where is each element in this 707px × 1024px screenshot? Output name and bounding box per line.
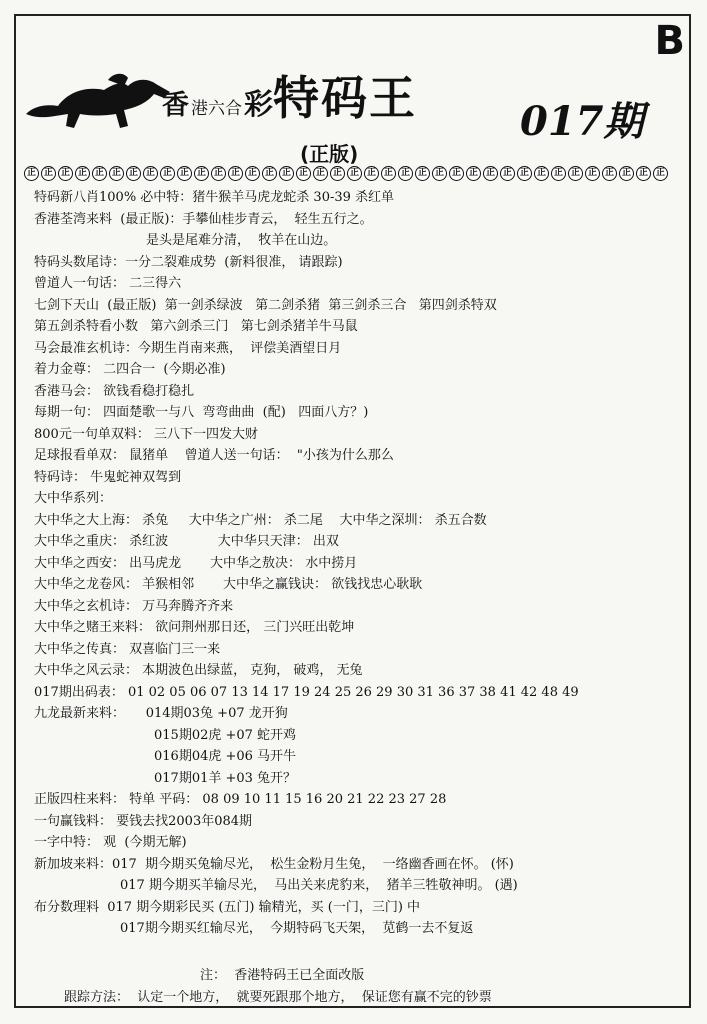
jiulong-label: 九龙最新来料： (34, 706, 126, 721)
seal-stamp: 正 (228, 166, 243, 181)
text-line: 布分数理料 017 期今期彩民买 (五门) 输精光，买 (一门，三门) 中 (34, 899, 421, 915)
seal-stamp: 正 (483, 166, 498, 181)
text-line: 正版四柱来料： 特单 平码： 08 09 10 11 15 16 20 21 22 23 27 28 (34, 792, 447, 807)
text-line: 017 期今期买羊输尽光， 马出关来虎豹来， 猪羊三牲敬神明。 (遇) (120, 878, 518, 893)
seal-stamp: 正 (381, 166, 396, 181)
text-line: 015期02虎 +07 蛇开鸡 (154, 727, 297, 743)
seal-stamp: 正 (636, 166, 651, 181)
text-line: 016期04虎 +06 马开牛 (154, 749, 297, 764)
text-line: 特码头数尾诗：一分二裂难成势 (新料很准， 请跟踪) (34, 254, 343, 270)
footer-note: 注： 香港特码王已全面改版 (200, 968, 365, 983)
seal-stamp: 正 (653, 166, 668, 181)
text-line: 特码诗： 牛鬼蛇神双驾到 (34, 469, 182, 485)
seal-stamp: 正 (568, 166, 583, 181)
text-line: 大中华之玄机诗： 万马奔腾齐齐来 (34, 598, 234, 614)
text-line: 大中华之龙卷风： 羊猴相邻 大中华之赢钱诀： 欲钱找忠心耿耿 (34, 577, 423, 592)
seal-stamp: 正 (143, 166, 158, 181)
seal-stamp: 正 (160, 166, 175, 181)
text-line: 曾道人一句话： 二三得六 (34, 276, 182, 291)
seal-stamp: 正 (58, 166, 73, 181)
seal-stamp: 正 (398, 166, 413, 181)
seal-stamp: 正 (619, 166, 634, 181)
seal-stamp: 正 (126, 166, 141, 181)
title-cai: 彩 (244, 87, 274, 121)
title-hk: 香 (162, 90, 189, 121)
text-line: 是头是尾难分清， 牧羊在山边。 (146, 233, 337, 248)
seal-stamp: 正 (466, 166, 481, 181)
seal-stamp: 正 (24, 166, 39, 181)
seal-stamp: 正 (279, 166, 294, 181)
tracking-method: 跟踪方法： 认定一个地方， 就要死跟那个地方， 保证您有赢不完的钞票 (64, 990, 492, 1005)
seal-stamp: 正 (364, 166, 379, 181)
seal-stamp: 正 (347, 166, 362, 181)
text-line: 着力金尊： 二四合一 (今期必准) (34, 362, 226, 377)
text-line: 大中华之西安： 出马虎龙 大中华之敖决： 水中捞月 (34, 555, 358, 571)
text-line (34, 703, 684, 725)
seal-stamp: 正 (415, 166, 430, 181)
stamp-row (24, 166, 668, 181)
seal-stamp: 正 (211, 166, 226, 181)
seal-stamp: 正 (194, 166, 209, 181)
seal-stamp: 正 (534, 166, 549, 181)
text-line: 七剑下天山 (最正版) 第一剑杀绿波 第二剑杀猪 第三剑杀三合 第四剑杀特双 (34, 297, 497, 313)
issue-number: 017期 (520, 98, 644, 145)
seal-stamp: 正 (330, 166, 345, 181)
seal-stamp: 正 (313, 166, 328, 181)
text-line: 大中华之重庆： 杀红波 大中华只天津： 出双 (34, 534, 339, 549)
seal-stamp: 正 (92, 166, 107, 181)
text-line: 大中华系列： (34, 491, 113, 506)
title-small: 港六合 (191, 99, 242, 119)
title-main: 特码王 (273, 71, 418, 125)
seal-stamp: 正 (517, 166, 532, 181)
text-line: 足球报看单双： 鼠猪单 曾道人送一句话： "小孩为什么那么 (34, 448, 394, 463)
corner-letter: B (654, 18, 685, 64)
text-line: 800元一句单双料： 三八下一四发大财 (34, 426, 258, 442)
seal-stamp: 正 (432, 166, 447, 181)
text-line: 017期01羊 +03 兔开？ (154, 770, 297, 786)
text-line: 新加坡来料：017 期今期买兔输尽光， 松生金粉月生兔， 一络幽香画在怀。 (怀) (34, 856, 514, 872)
text-line: 第五剑杀特看小数 第六剑杀三门 第七剑杀猪羊牛马鼠 (34, 319, 358, 334)
text-line: 大中华之大上海： 杀兔 大中华之广州： 杀二尾 大中华之深圳： 杀五合数 (34, 512, 487, 528)
page-title (162, 62, 417, 128)
text-line: 017期今期买红输尽光， 今期特码飞天架， 苋鹤一去不复返 (120, 921, 474, 936)
edition-label: (正版) (300, 142, 359, 166)
racehorse-icon (24, 70, 174, 132)
text-line: 香港马会： 欲钱看稳打稳扎 (34, 383, 195, 399)
seal-stamp: 正 (177, 166, 192, 181)
content-body (34, 187, 684, 940)
seal-stamp: 正 (262, 166, 277, 181)
jiulong-first: 014期03兔 +07 龙开狗 (145, 706, 288, 721)
seal-stamp: 正 (245, 166, 260, 181)
text-line: 017期出码表： 01 02 05 06 07 13 14 17 19 24 25 26 29 30 31 36 37 38 41 42 48 49 (34, 684, 579, 700)
seal-stamp: 正 (41, 166, 56, 181)
seal-stamp: 正 (449, 166, 464, 181)
text-line: 香港荃湾来料 (最正版)：手攀仙桂步青云， 轻生五行之。 (34, 211, 373, 227)
seal-stamp: 正 (602, 166, 617, 181)
seal-stamp: 正 (551, 166, 566, 181)
seal-stamp: 正 (585, 166, 600, 181)
seal-stamp: 正 (296, 166, 311, 181)
text-line: 大中华之赌王来料： 欲问荆州那日还， 三门兴旺出乾坤 (34, 620, 355, 635)
seal-stamp: 正 (500, 166, 515, 181)
text-line: 一字中特： 观 (今期无解) (34, 835, 187, 850)
text-line: 每期一句： 四面楚歌一与八 弯弯曲曲 (配) 四面八方？) (34, 405, 369, 420)
seal-stamp: 正 (109, 166, 124, 181)
text-line: 大中华之风云录： 本期波色出绿蓝， 克狗， 破鸡， 无兔 (34, 663, 363, 678)
text-line: 马会最准玄机诗：今期生肖南来燕， 评偿美酒望日月 (34, 340, 342, 356)
text-line: 一句赢钱料： 要钱去找2003年084期 (34, 813, 253, 829)
seal-stamp: 正 (75, 166, 90, 181)
text-line: 特码新八肖100% 必中特：猪牛猴羊马虎龙蛇杀 30-39 杀红单 (34, 190, 395, 205)
text-line: 大中华之传真： 双喜临门三一来 (34, 641, 221, 657)
